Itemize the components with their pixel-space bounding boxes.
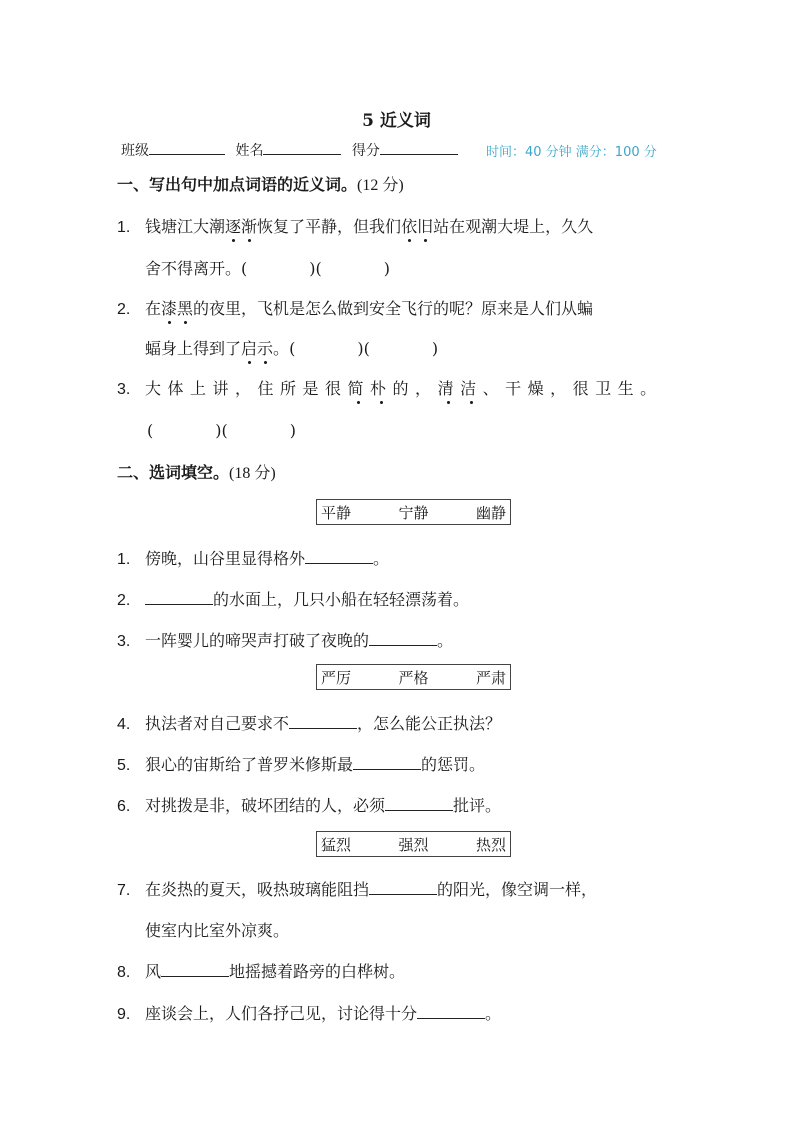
- s1-question-3-line2: [147, 421, 296, 440]
- time-score-info: 时间：40 分钟 满分：100 分: [486, 145, 657, 160]
- dotted-char: 逐: [225, 214, 241, 237]
- dotted-char: 漆: [161, 296, 177, 319]
- question-number: 4.: [117, 716, 131, 733]
- text: 批评。: [453, 796, 502, 815]
- s1-question-1-line1: [117, 214, 593, 237]
- text: 。: [437, 631, 454, 650]
- text: 的阳光，像空调一样，: [437, 880, 598, 899]
- text: 使室内比室外凉爽。: [145, 921, 290, 940]
- s2-question-6: [117, 793, 501, 816]
- text: 钱塘江大潮: [145, 217, 226, 236]
- score-blank[interactable]: [380, 140, 458, 155]
- answer-paren-2[interactable]: ( ): [315, 259, 391, 278]
- dotted-char: 启: [241, 336, 257, 359]
- fill-blank[interactable]: [305, 547, 373, 564]
- text: 地摇撼着路旁的白桦树。: [229, 962, 406, 981]
- text: 狠心的宙斯给了普罗米修斯最: [145, 755, 354, 774]
- class-blank[interactable]: [149, 140, 225, 155]
- question-number: 2.: [117, 592, 131, 609]
- text: 一阵婴儿的啼哭声打破了夜晚的: [145, 631, 370, 650]
- s2-question-5: [117, 752, 485, 775]
- fill-blank[interactable]: [369, 629, 437, 646]
- dotted-char: 简: [348, 376, 371, 399]
- question-number: 9.: [117, 1006, 131, 1023]
- answer-paren-1[interactable]: ( ): [289, 339, 364, 358]
- section1-heading: [117, 172, 404, 195]
- word-option: 严格: [398, 668, 429, 687]
- dotted-char: 洁: [460, 376, 483, 399]
- text: 座谈会上，人们各抒己见，讨论得十分: [145, 1004, 418, 1023]
- student-info-row: [121, 140, 458, 160]
- answer-paren-2[interactable]: ( ): [363, 339, 439, 358]
- class-label: 班级: [121, 143, 149, 159]
- fill-blank[interactable]: [161, 960, 229, 977]
- s2-question-7-line1: [117, 877, 597, 900]
- s2-question-8: [117, 959, 405, 982]
- text: 。: [273, 339, 290, 358]
- text: 恢复了平静，但我们: [257, 217, 402, 236]
- section2-title: 二、选词填空。: [117, 463, 230, 482]
- s1-question-2-line2: [145, 336, 438, 359]
- page-title: 5 近义词: [362, 111, 431, 131]
- fill-blank[interactable]: [417, 1002, 485, 1019]
- question-number: 8.: [117, 964, 131, 981]
- question-number: 5.: [117, 757, 131, 774]
- text: 站在观潮大堤上，久久: [433, 217, 594, 236]
- answer-paren-1[interactable]: ( ): [241, 259, 316, 278]
- fill-blank[interactable]: [385, 794, 453, 811]
- s2-question-1: [117, 546, 389, 569]
- text: 对挑拨是非，破坏团结的人，必须: [145, 796, 386, 815]
- fill-blank[interactable]: [145, 588, 213, 605]
- section2-points: (18 分): [229, 465, 276, 482]
- word-option: 平静: [321, 503, 352, 522]
- word-option: 幽静: [475, 503, 506, 522]
- fill-blank[interactable]: [353, 753, 421, 770]
- text: 执法者对自己要求不: [145, 714, 290, 733]
- section1-title: 一、写出句中加点词语的近义词。: [117, 175, 358, 194]
- dotted-char: 渐: [241, 214, 257, 237]
- s2-question-4: [117, 711, 501, 734]
- question-number: 1.: [117, 551, 131, 568]
- s2-question-9: [117, 1001, 501, 1024]
- answer-paren-1[interactable]: ( ): [147, 421, 222, 440]
- dotted-char: 旧: [417, 214, 433, 237]
- text: 舍不得离开。: [145, 259, 242, 278]
- question-number: 1.: [117, 219, 131, 236]
- s1-question-2-line1: [117, 296, 593, 319]
- text: 。: [485, 1004, 502, 1023]
- word-bank-3: [316, 831, 511, 857]
- text: 的，: [392, 379, 438, 398]
- word-bank-1: [316, 499, 511, 525]
- s2-question-7-line2: [145, 918, 289, 941]
- word-option: 严肃: [475, 668, 506, 687]
- text: 在炎热的夏天，吸热玻璃能阻挡: [145, 880, 370, 899]
- word-option: 强烈: [398, 835, 429, 854]
- dotted-char: 清: [438, 376, 461, 399]
- section1-points: (12 分): [357, 177, 404, 194]
- text: ，怎么能公正执法？: [357, 714, 502, 733]
- text: 傍晚，山谷里显得格外: [145, 549, 306, 568]
- score-label: 得分: [351, 143, 380, 159]
- question-number: 6.: [117, 798, 131, 815]
- text: 的惩罚。: [421, 755, 486, 774]
- s1-question-3-line1: [117, 376, 663, 399]
- text: 蝠身上得到了: [145, 339, 242, 358]
- section2-heading: [117, 460, 276, 483]
- text: 的水面上，几只小船在轻轻漂荡着。: [213, 590, 470, 609]
- dotted-char: 朴: [370, 376, 393, 399]
- question-number: 2.: [117, 301, 131, 318]
- word-option: 热烈: [475, 835, 506, 854]
- question-number: 3.: [117, 633, 131, 650]
- text: 的夜里，飞机是怎么做到安全飞行的呢？原来是人们从蝙: [193, 299, 594, 318]
- text: 。: [373, 549, 390, 568]
- answer-paren-2[interactable]: ( ): [221, 421, 296, 440]
- dotted-char: 示: [257, 336, 273, 359]
- question-number: 7.: [117, 882, 131, 899]
- text: 风: [145, 962, 162, 981]
- s2-question-2: [117, 587, 469, 610]
- s2-question-3: [117, 628, 453, 651]
- text: 在: [145, 299, 162, 318]
- word-option: 猛烈: [321, 835, 352, 854]
- word-option: 宁静: [398, 503, 429, 522]
- dotted-char: 依: [401, 214, 417, 237]
- word-option: 严厉: [321, 668, 352, 687]
- name-blank[interactable]: [263, 140, 341, 155]
- name-label: 姓名: [235, 143, 264, 159]
- word-bank-2: [316, 664, 511, 690]
- dotted-char: 黑: [177, 296, 193, 319]
- question-number: 3.: [117, 381, 131, 398]
- fill-blank[interactable]: [369, 878, 437, 895]
- text: 、干燥，很卫生。: [482, 379, 663, 398]
- text: 大体上讲，住所是很: [145, 379, 348, 398]
- s1-question-1-line2: [145, 256, 390, 279]
- fill-blank[interactable]: [289, 712, 357, 729]
